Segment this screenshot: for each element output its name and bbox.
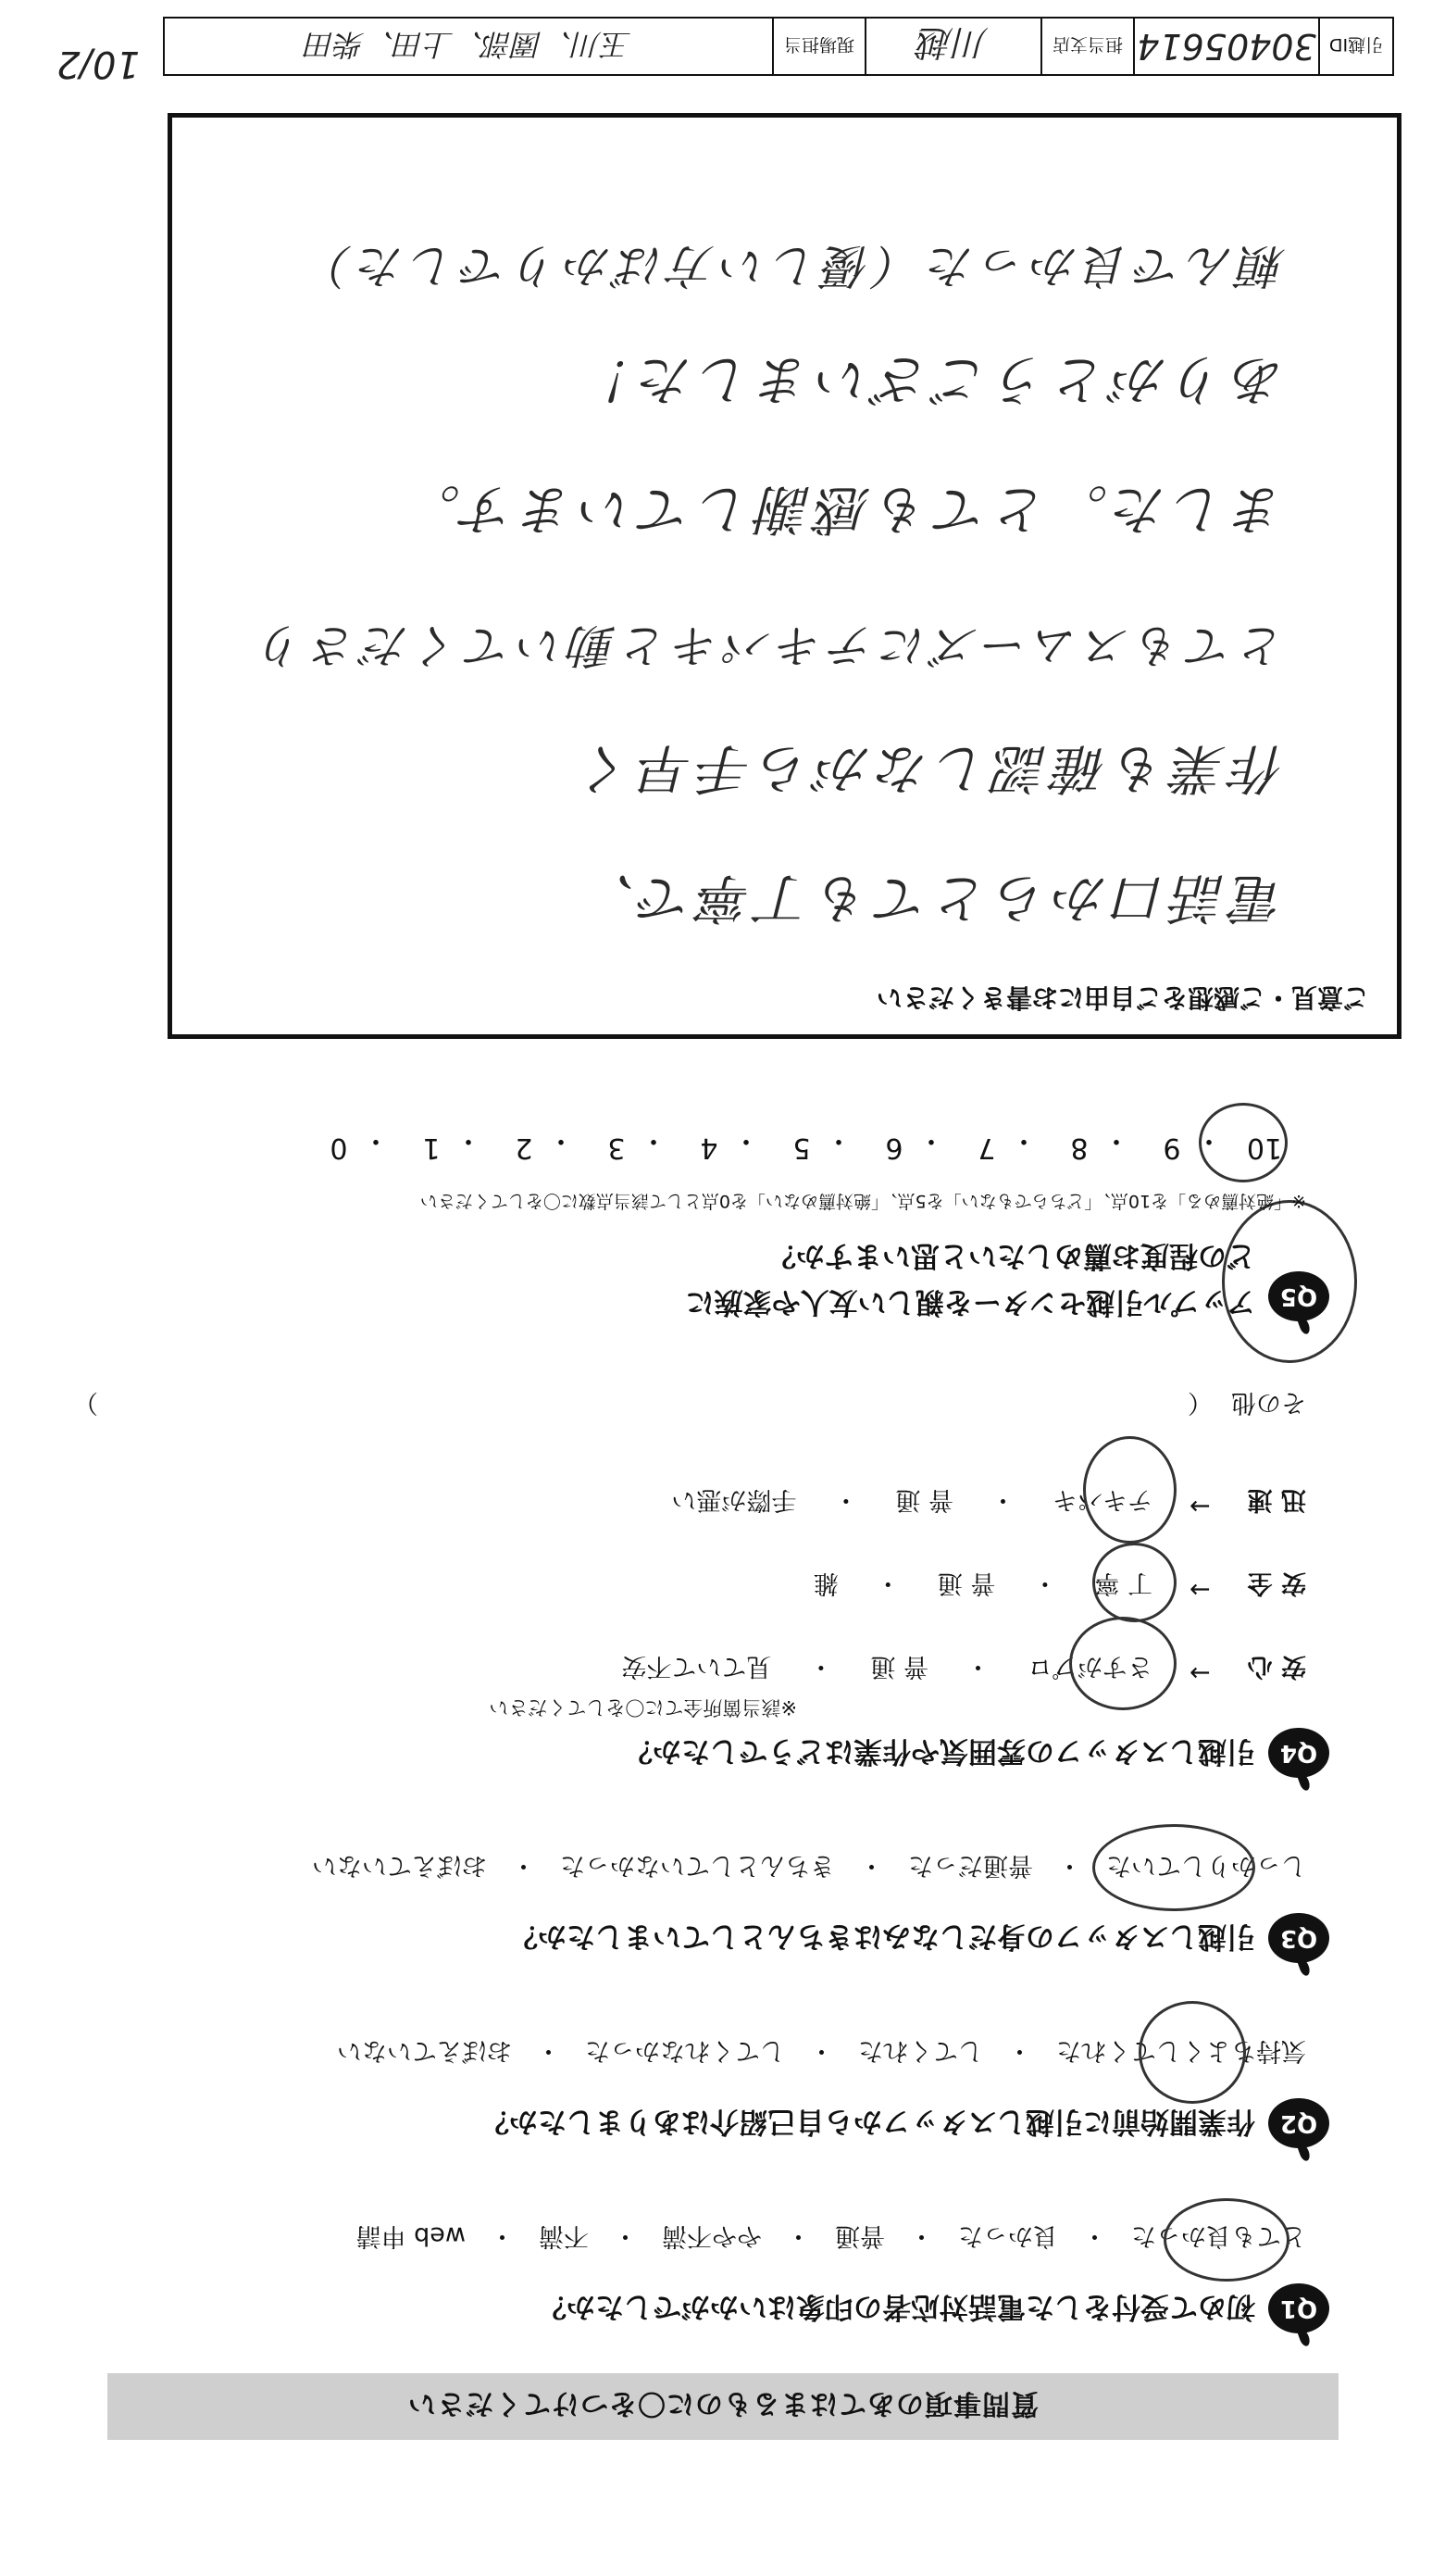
q3-option-dont-remember[interactable]: おぼえていない	[312, 1851, 487, 1880]
q1-options: とても良かった ・ 良かった ・ 普通 ・ やや不満 ・ 不満 ・ web 申請	[356, 2220, 1306, 2257]
q4-option-uneasy[interactable]: 見ていて不安	[621, 1652, 772, 1681]
q3-badge: Q3	[1268, 1913, 1329, 1963]
q1-option-good[interactable]: 良かった	[958, 2221, 1058, 2250]
leader-value[interactable]: 玉川、園部、上田、柴田	[305, 27, 632, 62]
score-option-9[interactable]: 9	[1163, 1132, 1181, 1164]
q2-options: 気持ちよくしてくれた ・ してくれた ・ してくれなかった ・ おぼえていない	[337, 2035, 1306, 2071]
q2-option-very-pleasant[interactable]: 気持ちよくしてくれた	[1056, 2036, 1306, 2065]
q4-option-normal[interactable]: 普 通	[895, 1485, 953, 1514]
comment-box[interactable]	[168, 113, 1401, 1039]
id-table	[163, 17, 1394, 76]
q3-option-normal[interactable]: 普通だった	[908, 1851, 1033, 1880]
score-option-6[interactable]: 6	[885, 1132, 903, 1164]
q4-anshin-circle	[1069, 1617, 1177, 1710]
q4-other: その他 （	[1188, 1387, 1306, 1423]
move-id-label: 引越ID	[1318, 19, 1392, 74]
q1-answer-circle	[1164, 2198, 1289, 2282]
branch-value[interactable]: 川越	[865, 19, 1040, 74]
q2-option-no[interactable]: してくれなかった	[585, 2036, 785, 2065]
q4-row-jinsoku: 迅 速 → テキパキ ・ 普 通 ・ 手際が悪い	[671, 1485, 1306, 1520]
comment-label: ご意見・ご感想をご自由にお書きください	[876, 982, 1369, 1013]
instructions-banner	[107, 2373, 1339, 2440]
score-option-1[interactable]: 1	[422, 1132, 441, 1164]
branch-label: 担当支店	[1040, 19, 1133, 74]
q4-note: ※該当箇所全てに〇をしてください	[489, 1696, 797, 1719]
q4-row-label: 安 心	[1247, 1652, 1306, 1681]
q4-option-clumsy[interactable]: 手際が悪い	[671, 1485, 797, 1514]
q1-option-dissatisfied[interactable]: 不満	[539, 2221, 589, 2250]
q3-option-not-neat[interactable]: きちんとしていなかった	[560, 1851, 835, 1880]
q4-jinsoku-circle	[1083, 1436, 1177, 1544]
q5-badge: Q5	[1268, 1271, 1329, 1321]
instructions-text: 質問事項のあてはまるものに〇をつけてください	[407, 2387, 1039, 2420]
score-option-2[interactable]: 2	[515, 1132, 533, 1164]
score-option-7[interactable]: 7	[978, 1132, 996, 1164]
q1-option-normal[interactable]: 普通	[835, 2221, 885, 2250]
q2-answer-circle	[1139, 2001, 1246, 2104]
q5-score-circle	[1199, 1103, 1288, 1182]
score-option-4[interactable]: 4	[700, 1132, 718, 1164]
q5-scale: 10 ・ 9 ・ 8 ・ 7 ・ 6 ・ 5 ・ 4 ・ 3 ・ 2 ・ 1 ・ 0	[288, 1123, 1315, 1164]
q2-badge: Q2	[1268, 2098, 1329, 2148]
q5-question-line1: アップル引越センターを親しい友人や家族に	[685, 1285, 1255, 1319]
q2-question: 作業開始前に引越しスタッフから自己紹介はありましたか？	[480, 2105, 1255, 2138]
q3-answer-circle	[1092, 1824, 1255, 1911]
q4-badge: Q4	[1268, 1728, 1329, 1778]
q4-question: 引越しスタッフの雰囲気や作業はどうでしたか？	[624, 1734, 1255, 1768]
q4-option-normal[interactable]: 普 通	[870, 1652, 928, 1681]
q4-other-close: ）	[73, 1388, 98, 1417]
q4-option-pro[interactable]: さすがプロ	[1027, 1652, 1152, 1681]
q1-option-very-good[interactable]: とても良かった	[1131, 2221, 1306, 2250]
comment-line-5: ありがとうございました！	[574, 348, 1286, 411]
comment-line-4: ました。とても感謝しています。	[401, 478, 1286, 541]
q5-badge-circle	[1222, 1200, 1357, 1363]
comment-line-2: 作業も確認しながら手早く	[574, 737, 1286, 800]
q1-question: 初めて受付をした電話対応者の印象はいかがでしたか？	[538, 2290, 1255, 2323]
q1-option-web[interactable]: web 申請	[355, 2221, 466, 2250]
score-option-10[interactable]: 10	[1246, 1132, 1283, 1164]
score-option-8[interactable]: 8	[1070, 1132, 1089, 1164]
q4-row-label: 安 全	[1247, 1569, 1306, 1597]
score-option-3[interactable]: 3	[607, 1132, 626, 1164]
q4-option-normal[interactable]: 普 通	[937, 1569, 996, 1597]
q2-option-yes[interactable]: してくれた	[858, 2036, 983, 2065]
score-option-0[interactable]: 0	[330, 1132, 348, 1164]
q4-other-label: その他	[1231, 1388, 1306, 1417]
leader-label: 現場担当	[772, 19, 865, 74]
q4-anzen-circle	[1092, 1543, 1177, 1622]
q2-option-dont-remember[interactable]: おぼえていない	[337, 2036, 512, 2065]
q4-row-label: 迅 速	[1247, 1485, 1306, 1514]
q4-row-anzen: 安 全 → 丁 寧 ・ 普 通 ・ 雑	[813, 1569, 1306, 1604]
move-id-value[interactable]: 30405614	[1133, 19, 1318, 74]
date-note: 10/2	[56, 43, 140, 85]
q4-option-careful[interactable]: 丁 寧	[1094, 1569, 1152, 1597]
q3-options: しっかりしていた ・ 普通だった ・ きちんとしていなかった ・ おぼえていない	[312, 1850, 1306, 1886]
q3-option-neat[interactable]: しっかりしていた	[1106, 1851, 1306, 1880]
q5-question-line2: どの程度お薦めしたいと思いますか？	[767, 1239, 1255, 1272]
score-option-5[interactable]: 5	[792, 1132, 811, 1164]
q1-option-somewhat-dissatisfied[interactable]: やや不満	[662, 2221, 762, 2250]
comment-line-1: 電話口からとても丁寧で、	[576, 867, 1286, 930]
q4-row-anshin: 安 心 → さすがプロ ・ 普 通 ・ 見ていて不安	[621, 1652, 1306, 1687]
q1-badge: Q1	[1268, 2283, 1329, 2333]
comment-line-6: 頼んで良かった（優しい方ばかりでした）	[301, 239, 1286, 293]
q4-option-efficient[interactable]: テキパキ	[1052, 1485, 1152, 1514]
q3-question: 引越しスタッフの身だしなみはきちんとしていましたか？	[509, 1919, 1255, 1953]
q5-note: ※「絶対薦める」を10点、「どちらでもない」を5点、「絶対薦めない」を0点として該当点数に〇をしてください	[419, 1191, 1306, 1211]
comment-line-3: とてもスムーズにテキパキと動いてくださり	[254, 619, 1286, 672]
q4-option-rough[interactable]: 雑	[813, 1569, 839, 1597]
